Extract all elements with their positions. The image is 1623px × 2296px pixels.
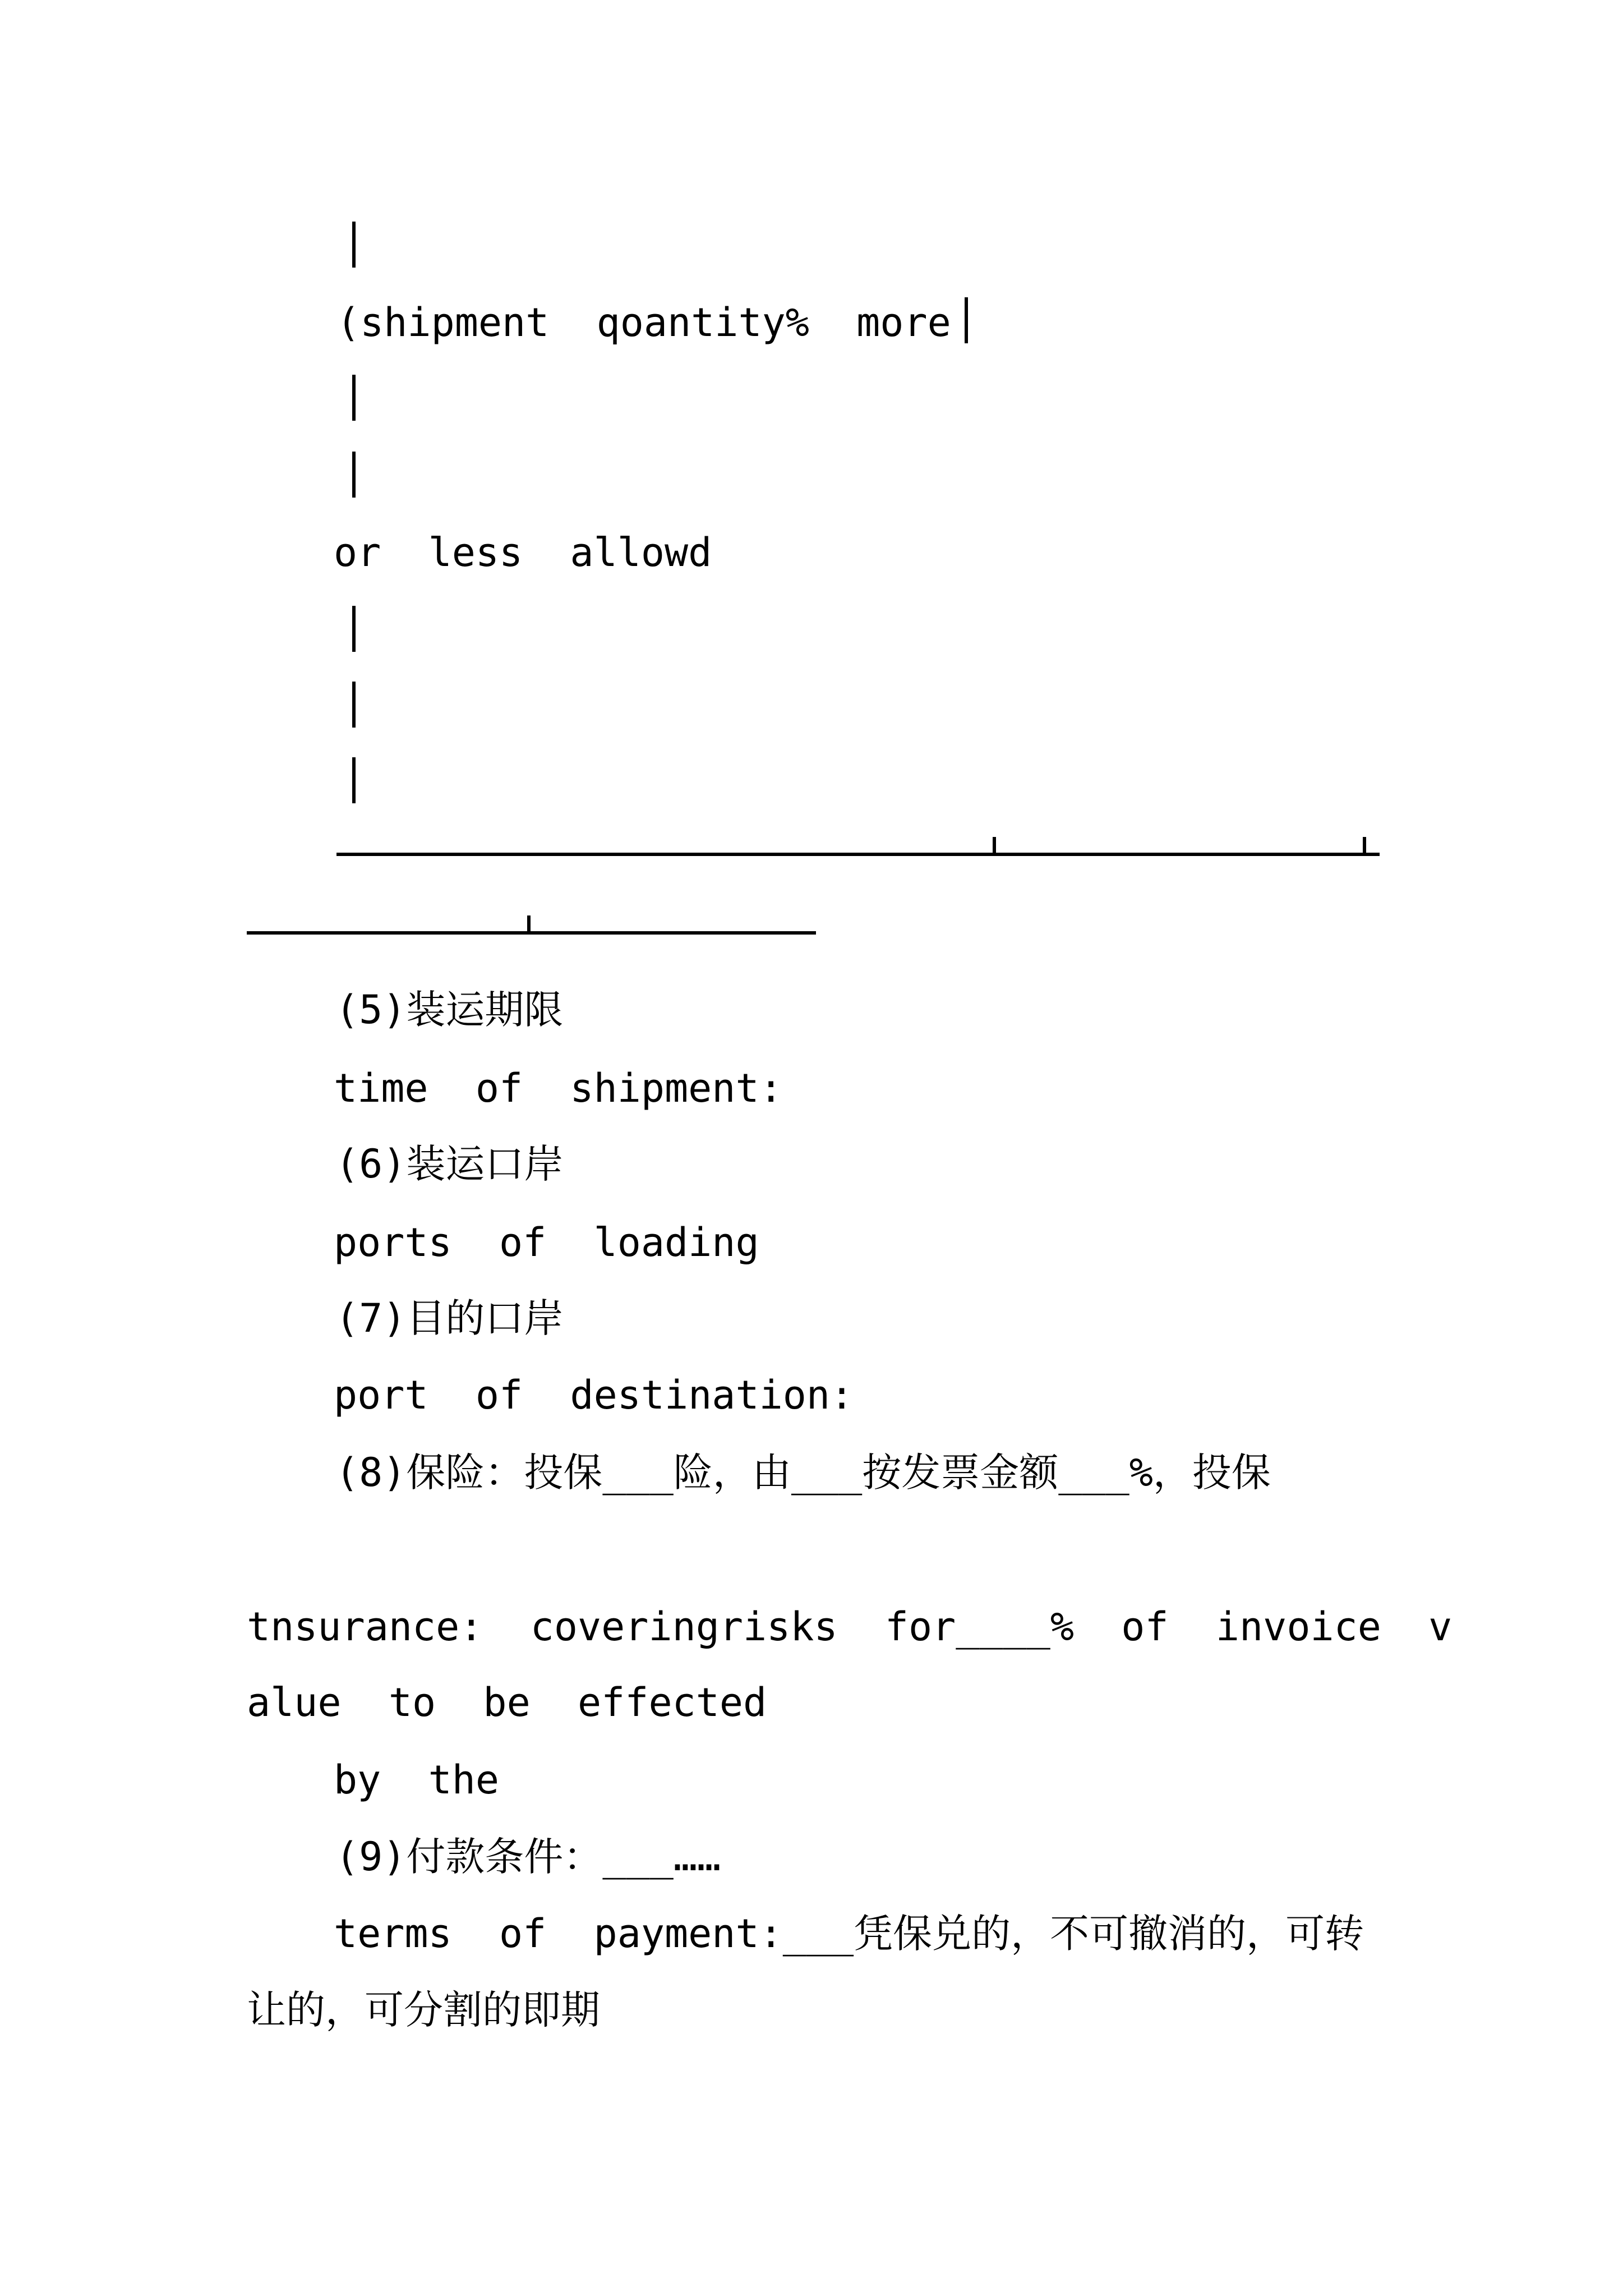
clause-9-en-line1: terms of payment:___凭保兑的，不可撤消的，可转	[334, 1911, 1364, 1957]
table-border-bottom	[336, 853, 1380, 856]
table-border-vertical	[352, 682, 356, 728]
table-cell-text: (shipment qoantity% more	[336, 300, 951, 346]
table-border-vertical	[965, 297, 968, 343]
clause-5-en: time of shipment:	[334, 1065, 783, 1111]
clause-8-cn: (8)保险：投保___险，由___按发票金额___%，投保	[335, 1450, 1271, 1496]
clause-6-cn: (6)装运口岸	[335, 1141, 564, 1187]
clause-8-en-line3: by the	[334, 1757, 500, 1803]
clause-5-cn: (5)装运期限	[335, 987, 564, 1033]
table-border-vertical	[352, 375, 356, 421]
table-border-vertical	[352, 757, 356, 803]
clause-8-en-line1: tnsurance: coveringrisks for____% of invoice v	[247, 1604, 1453, 1650]
table-cell-text: or less allowd	[334, 530, 712, 576]
clause-7-cn: (7)目的口岸	[335, 1295, 564, 1341]
table-border-vertical	[352, 222, 356, 268]
table-border-bottom	[247, 931, 816, 935]
clause-9-cn: (9)付款条件：___……	[335, 1834, 721, 1880]
clause-7-en: port of destination:	[334, 1372, 854, 1418]
table-border-tick	[993, 837, 996, 854]
clause-8-en-line2: alue to be effected	[247, 1680, 767, 1726]
clause-9-en-line2: 让的，可分割的即期	[247, 1987, 600, 2033]
table-border-tick	[1363, 837, 1366, 854]
table-border-vertical	[352, 606, 356, 652]
clause-6-en: ports of loading	[334, 1220, 759, 1266]
table-border-tick	[527, 915, 531, 932]
table-border-vertical	[352, 452, 356, 498]
